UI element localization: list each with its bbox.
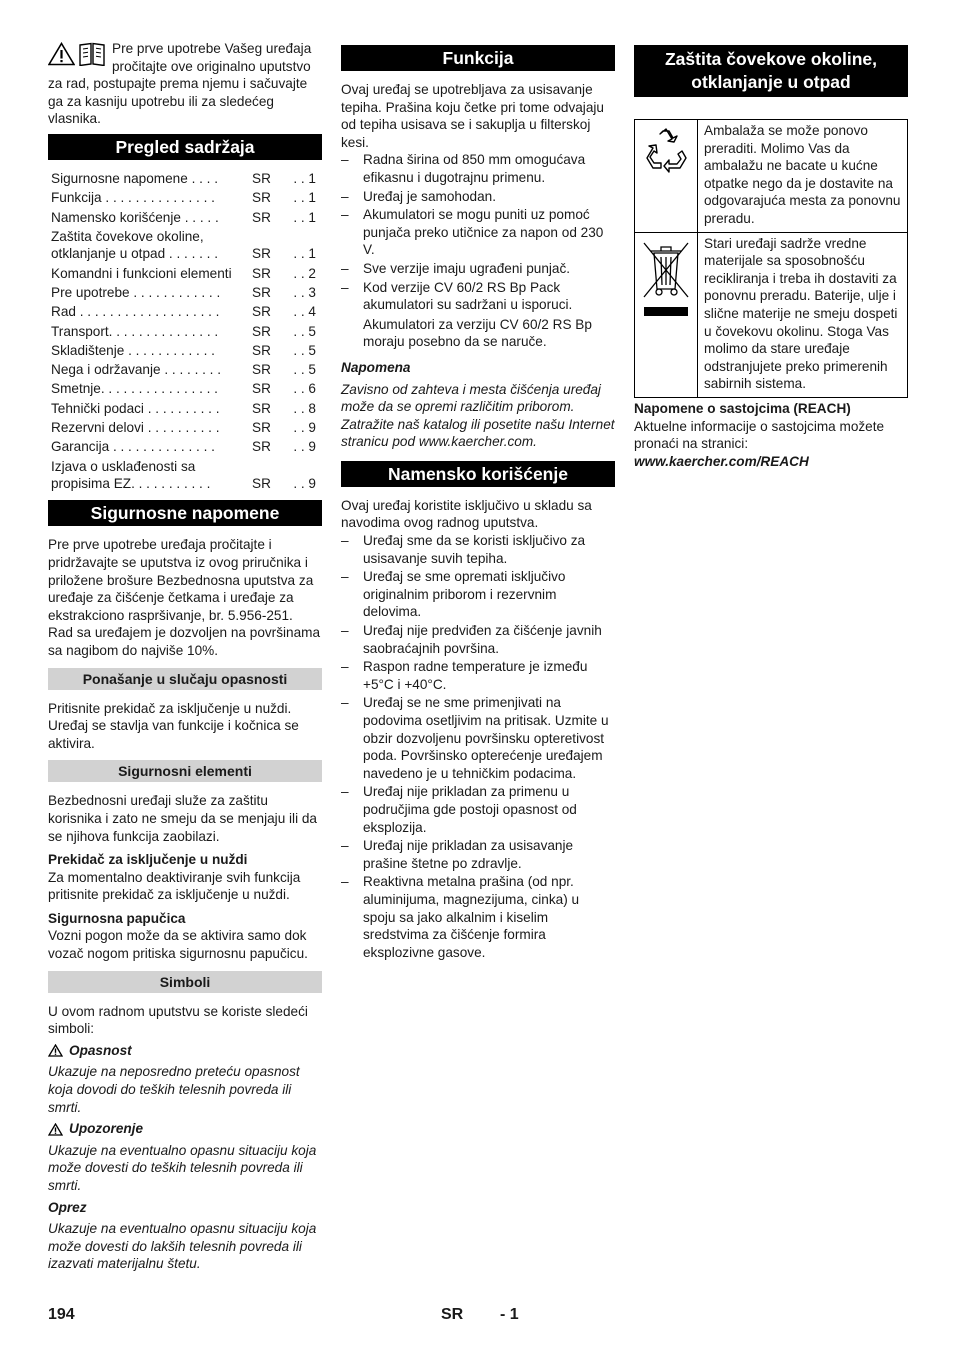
intro-icons — [48, 42, 106, 66]
toc-entry-page: . . 1 — [293, 190, 316, 206]
emergency-stop-text: Za momentalno deaktiviranje svih funkcija pritisnite prekidač za isključenje u nuždi. — [48, 869, 301, 903]
note-label: Napomena — [341, 359, 411, 375]
crossed-out-bin-icon — [640, 239, 692, 319]
toc-entry-page: . . 3 — [293, 284, 316, 300]
toc-row[interactable] — [48, 438, 322, 457]
old-devices-text: Stari uređaji sadrže vredne materijale sa sposobnošću recikliranja i treba ih dostaviti za ponovnu preradu. Baterije, ulje i slične materije ne smeju dospeti u čovekovu okolinu. Stoga Vas molimo da stare uređaje odstranjujete preko primerenih sabirnih sistema. — [698, 232, 908, 397]
toc-row[interactable] — [48, 228, 322, 265]
toc-entry-title: Sigurnosne napomene . . . . — [51, 170, 219, 186]
column-left — [48, 40, 322, 1273]
toc-entry-lang: SR — [252, 400, 271, 416]
toc-entry-lang: SR — [252, 209, 271, 225]
reach-link[interactable]: www.kaercher.com/REACH — [634, 453, 809, 469]
toc-entry-lang: SR — [252, 323, 271, 339]
toc-row[interactable] — [48, 419, 322, 438]
warning-triangle-icon — [48, 1123, 63, 1136]
list-item: – Raspon radne temperature je između +5°C i +40°C. — [341, 658, 615, 693]
table-row — [635, 120, 908, 233]
table-of-contents — [48, 170, 322, 494]
toc-entry-title: Skladištenje . . . . . . . . . . . . — [51, 342, 215, 358]
funkcija-heading: Funkcija — [341, 45, 615, 71]
safety-pedal-text: Vozni pogon može da se aktivira samo dok vozač nogom pritiska sigurnosnu papučicu. — [48, 928, 308, 962]
toc-entry-lang: SR — [252, 170, 271, 186]
toc-entry-title: Tehnički podaci . . . . . . . . . . — [51, 400, 220, 416]
table-row — [635, 232, 908, 397]
toc-entry-title: Namensko korišćenje . . . . . — [51, 209, 219, 225]
upozorenje-text: Ukazuje na eventualno opasnu situaciju koja može dovesti do teških telesnih povreda ili smrti. — [48, 1142, 317, 1193]
opasnost-label: Opasnost — [69, 1042, 132, 1058]
namensko-heading: Namensko korišćenje — [341, 461, 615, 487]
toc-row[interactable] — [48, 380, 322, 399]
list-item: – Akumulatori se mogu puniti uz pomoć punjača preko utičnice za napon od 230 V. — [341, 206, 615, 259]
list-item: – Radna širina od 850 mm omogućava efikasnu i dugotrajnu primenu. — [341, 151, 615, 186]
toc-entry-lang: SR — [252, 362, 271, 378]
warning-triangle-icon — [48, 42, 75, 66]
safety-paragraph-1: Pre prve upotrebe uređaja pročitajte i pridržavajte se uputstva iz ovog priručnika i priložene brošure Bezbednosna uputstva za uređaje za čišćenje četkama i uređaje za ekstrakciono raspršivanje, br. 5.956-251. — [48, 537, 314, 623]
list-item: – Uređaj sme da se koristi isključivo za usisavanje suvih tepiha. — [341, 532, 615, 567]
footer-language: SR — [441, 1306, 464, 1323]
recycling-icon — [639, 126, 693, 180]
toc-entry-lang: SR — [252, 439, 271, 455]
note-text: Zavisno od zahteva i mesta čišćenja uređaj može da se opremi različitim priborom. Zatražite naš katalog ili posetite našu Internet stranicu pod www.kaercher.com. — [341, 381, 615, 450]
toc-entry-lang: SR — [252, 304, 271, 320]
toc-entry-title: Komandni i funkcioni elementi — [51, 265, 232, 281]
namensko-intro: Ovaj uređaj koristite isključivo u skladu sa navodima ovog radnog uputstva. — [341, 497, 592, 531]
toc-entry-lang: SR — [252, 342, 271, 358]
toc-entry-title: Izjava o usklađenosti sa propisima EZ. . . . . . . . . . . — [51, 458, 211, 492]
list-item: – Uređaj nije prikladan za primenu u područjima gde postoji opasnost od eksplozija. — [341, 783, 615, 836]
opasnost-line — [48, 1042, 322, 1060]
funkcija-intro: Ovaj uređaj se upotrebljava za usisavanje tepiha. Prašina koju četke pri tome odvajaju od tepiha usisava se i sakuplja u filterskoj kesi. — [341, 82, 604, 150]
safety-pedal-label: Sigurnosna papučica — [48, 910, 186, 926]
danger-text: Pritisnite prekidač za isključenje u nuždi. Uređaj se stavlja van funkcije i kočnica se aktivira. — [48, 700, 299, 751]
toc-entry-page: . . 1 — [293, 209, 316, 225]
toc-entry-title: Zaštita čovekove okoline, otklanjanje u otpad . . . . . . . — [51, 228, 219, 262]
column-right — [634, 40, 908, 470]
list-item: – Sve verzije imaju ugrađeni punjač. — [341, 260, 615, 278]
funkcija-list — [341, 151, 615, 313]
toc-row[interactable] — [48, 303, 322, 322]
toc-row[interactable] — [48, 209, 322, 228]
safety-elements-subheading: Sigurnosni elementi — [48, 760, 322, 782]
oprez-label: Oprez — [48, 1199, 87, 1215]
symbols-intro: U ovom radnom uputstvu se koriste sledeći simboli: — [48, 1003, 308, 1037]
intro-text: Pre prve upotrebe Vašeg uređaja pročitajte ove originalno uputstvo za rad, postupajte prema njemu i sačuvajte ga za kasniju upotrebu ili za sledećeg vlasnika. — [48, 41, 312, 127]
toc-entry-title: Rezervni delovi . . . . . . . . . . — [51, 419, 220, 435]
toc-entry-page: . . 5 — [293, 323, 316, 339]
toc-entry-page: . . 8 — [293, 400, 316, 416]
toc-entry-page: . . 4 — [293, 304, 316, 320]
list-item: – Uređaj se sme opremati isključivo originalnim priborom i rezervnim delovima. — [341, 568, 615, 621]
toc-entry-page: . . 9 — [293, 439, 316, 455]
toc-entry-lang: SR — [252, 419, 271, 435]
toc-entry-lang: SR — [252, 246, 271, 262]
safety-elements-text: Bezbednosni uređaji služe za zaštitu korisnika i zato ne smeju da se menjaju ili da se njihova funkcija zaobilazi. — [48, 793, 317, 844]
toc-entry-title: Garancija . . . . . . . . . . . . . . — [51, 439, 215, 455]
toc-row[interactable] — [48, 265, 322, 284]
toc-entry-page: . . 9 — [293, 476, 316, 492]
environment-table — [634, 119, 908, 398]
toc-row[interactable] — [48, 189, 322, 208]
reach-text: Aktuelne informacije o sastojcima možete pronaći na stranici: — [634, 418, 885, 452]
list-item: – Uređaj se ne sme primenjivati na podovima osetljivim na pritisak. Uzmite u obzir dozvoljenu površinsku opteretivost poda. Površinsko opterećenje uređajem navedeno je u tehničkim podacima. — [341, 694, 615, 782]
toc-entry-title: Funkcija . . . . . . . . . . . . . . . — [51, 190, 215, 206]
toc-entry-page: . . 1 — [293, 170, 316, 186]
warning-triangle-icon — [48, 1044, 63, 1057]
recycling-icon-cell — [635, 120, 698, 233]
intro-block — [48, 40, 322, 128]
list-item: – Uređaj nije prikladan za usisavanje prašine štetne po zdravlje. — [341, 837, 615, 872]
toc-entry-lang: SR — [252, 190, 271, 206]
environment-heading: Zaštita čovekove okoline, otklanjanje u otpad — [634, 45, 908, 97]
toc-entry-page: . . 6 — [293, 381, 316, 397]
toc-entry-title: Smetnje. . . . . . . . . . . . . . . . — [51, 381, 218, 397]
symbols-subheading: Simboli — [48, 971, 322, 993]
oprez-text: Ukazuje na eventualno opasnu situaciju koja može dovesti do lakših telesnih povreda ili izazvati materijalnu štetu. — [48, 1221, 317, 1272]
page-number: 194 — [48, 1306, 75, 1323]
danger-subheading: Ponašanje u slučaju opasnosti — [48, 668, 322, 690]
upozorenje-line — [48, 1120, 322, 1138]
toc-row[interactable] — [48, 458, 322, 495]
namensko-list — [341, 532, 615, 961]
toc-entry-title: Nega i održavanje . . . . . . . . — [51, 362, 222, 378]
list-item: – Kod verzije CV 60/2 RS Bp Pack akumulatori su sadržani u isporuci. — [341, 279, 615, 314]
reach-label: Napomene o sastojcima (REACH) — [634, 400, 851, 416]
toc-row[interactable] — [48, 284, 322, 303]
toc-entry-page: . . 1 — [293, 246, 316, 262]
toc-entry-page: . . 9 — [293, 419, 316, 435]
toc-entry-lang: SR — [252, 284, 271, 300]
safety-paragraph-2: Rad sa uređajem je dozvoljen na površinama sa nagibom do najviše 10%. — [48, 625, 321, 658]
toc-entry-lang: SR — [252, 265, 271, 281]
list-item: – Reaktivna metalna prašina (od npr. aluminijuma, magnezijuma, cinka) u spoju sa jako alkalnim i kiselim sredstvima za čišćenje formira eksplozivne gasove. — [341, 873, 615, 961]
toc-row[interactable] — [48, 361, 322, 380]
toc-entry-page: . . 2 — [293, 265, 316, 281]
toc-entry-title: Pre upotrebe . . . . . . . . . . . . — [51, 284, 221, 300]
toc-row[interactable] — [48, 323, 322, 342]
funkcija-extra: Akumulatori za verziju CV 60/2 RS Bp moraju posebno da se naruče. — [363, 316, 592, 350]
toc-entry-lang: SR — [252, 476, 271, 492]
opasnost-text: Ukazuje na neposredno preteću opasnost koja dovodi do teških telesnih povreda ili smrti. — [48, 1064, 300, 1115]
manual-book-icon — [78, 42, 106, 66]
toc-heading: Pregled sadržaja — [48, 134, 322, 160]
safety-heading: Sigurnosne napomene — [48, 500, 322, 526]
packaging-text: Ambalaža se može ponovo preraditi. Molimo Vas da ambalažu ne bacate u kućne otpatke nego da je dostavite na odgovarajuća mesta za ponovnu preradu. — [698, 120, 908, 233]
weee-icon-cell — [635, 232, 698, 397]
column-middle — [341, 40, 615, 962]
toc-entry-lang: SR — [252, 381, 271, 397]
toc-row[interactable] — [48, 400, 322, 419]
footer-section: - 1 — [500, 1306, 519, 1323]
toc-entry-title: Rad . . . . . . . . . . . . . . . . . . . — [51, 304, 220, 320]
toc-entry-page: . . 5 — [293, 342, 316, 358]
toc-row[interactable] — [48, 170, 322, 189]
list-item: – Uređaj nije predviđen za čišćenje javnih saobraćajnih površina. — [341, 622, 615, 657]
upozorenje-label: Upozorenje — [69, 1121, 144, 1137]
toc-entry-title: Transport. . . . . . . . . . . . . . . — [51, 323, 219, 339]
toc-entry-page: . . 5 — [293, 362, 316, 378]
list-item: – Uređaj je samohodan. — [341, 188, 615, 206]
emergency-stop-label: Prekidač za isključenje u nuždi — [48, 852, 248, 868]
toc-row[interactable] — [48, 342, 322, 361]
